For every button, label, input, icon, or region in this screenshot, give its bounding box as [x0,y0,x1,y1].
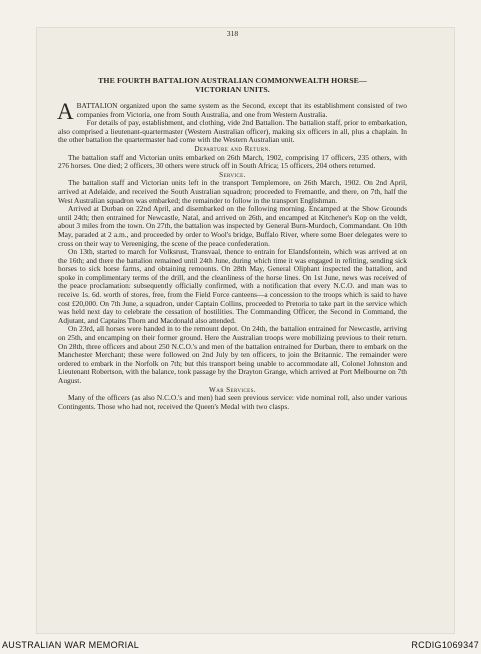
service-paragraph-1: The battalion staff and Victorian units left in the transport Templemore, on 26th March, 1902. On 2nd April, arrived at Adelaide, and received the South Australian squadron; proceeded to Fremantle, and there, on 7th, half the West Australian squadron was embarked; the remainder to follow in the transport Englishman. [58,178,407,205]
drop-cap: A [57,99,74,124]
title-line-2: VICTORIAN UNITS. [195,85,270,95]
page-number: 318 [226,29,239,38]
section-heading-war-services: War Services. [209,385,256,394]
archive-footer [0,640,481,654]
service-paragraph-3: On 13th, started to march for Volksrust, Transvaal, thence to entrain for Elandsfontein, which was arrived at on the 16th; and there the battalion remained until 24th June, during which time it was engaged in refitting, sending sick horses to sick horse farms, and obtaining remounts. On 28th May, General Oliphant inspected the battalion, and spoke in complimentary terms of the drill, and the cleanliness of the horse lines. On 1st June, news was received of the peace proclamation: subsequently officially confirmed, with a notification that every N.C.O. and man was to receive 1s. 6d. worth of stores, free, from the Field Force canteens—a concession to the troops which is said to have cost £20,000. On 7th June, a squadron, under Captain Collins, proceeded to Pretoria to take part in the service which was held next day to celebrate the cessation of hostilities. The Commanding Officer, the Second in Command, the Adjutant, and Captains Thorn and Macdonald also attended. [58,247,407,325]
war-services-paragraph: Many of the officers (as also N.C.O.'s and men) had seen previous service: vide nominal roll, also under various Contingents. Those who had not, received the Queen's Medal with two clasps. [58,393,407,411]
intro-paragraph-2: For details of pay, establishment, and clothing, vide 2nd Battalion. The battalion staff, prior to embarkation, also comprised a lieutenant-quartermaster (Western Australian officer), making six officers in all, plus a chaplain. In the other battalion the quartermaster had come with the Western Australian unit. [58,118,407,145]
section-heading-departure: Departure and Return. [194,144,271,153]
title-line-1: THE FOURTH BATTALION AUSTRALIAN COMMONWEALTH HORSE— [98,76,367,85]
archive-name: AUSTRALIAN WAR MEMORIAL [2,640,140,650]
intro-paragraph-1 [57,99,407,124]
service-paragraph-4: On 23rd, all horses were handed in to the remount depot. On 24th, the battalion entrained for Newcastle, arriving on 25th, and encamping on their former ground. Here the Australian troops were mobilizing previous to their return. On 28th, three officers and about 250 N.C.O.'s and men of the battalion entrained for Durban, there to embark on the Manchester Merchant; these were followed on 2nd July by ten officers, to join the Britannic. The remainder were ordered to embark in the Norfolk on 7th; but this transport being unable to accommodate all, Colonel Johnston and Lieutenant Robertson, with the balance, took passage by the Drayton Grange, which arrived at Port Melbourne on 7th August. [58,324,407,385]
page-title [58,76,407,94]
departure-paragraph: The battalion staff and Victorian units embarked on 26th March, 1902, comprising 17 officers, 235 others, with 276 horses. One died; 2 officers, 30 others were struck off in South Africa; 15 officers, 204 others returned. [58,152,407,171]
document-body [57,99,407,411]
intro-paragraph-1-text: BATTALION organized upon the same system as the Second, except that its establishment consisted of two companies from Victoria, one from South Australia, and one from Western Australia. [76,101,407,119]
record-id: RCDIG1069347 [411,640,479,650]
section-heading-service: Service. [219,170,246,179]
service-paragraph-2: Arrived at Durban on 22nd April, and disembarked on the following morning. Encamped at the Show Grounds until 24th; then entrained for Newcastle, Natal, and arrived on 26th, and encamped at Kitchener's Kop on the veldt, about 3 miles from the town. On 27th, the battalion was inspected by General Burn-Murdoch, Commandant. On 10th May, paraded at 2 a.m., and proceeded by order to Wool's bridge, Buffalo River, where some Boer delegates were to cross on their way to Vereeniging, the scene of the peace confederation. [58,204,407,248]
